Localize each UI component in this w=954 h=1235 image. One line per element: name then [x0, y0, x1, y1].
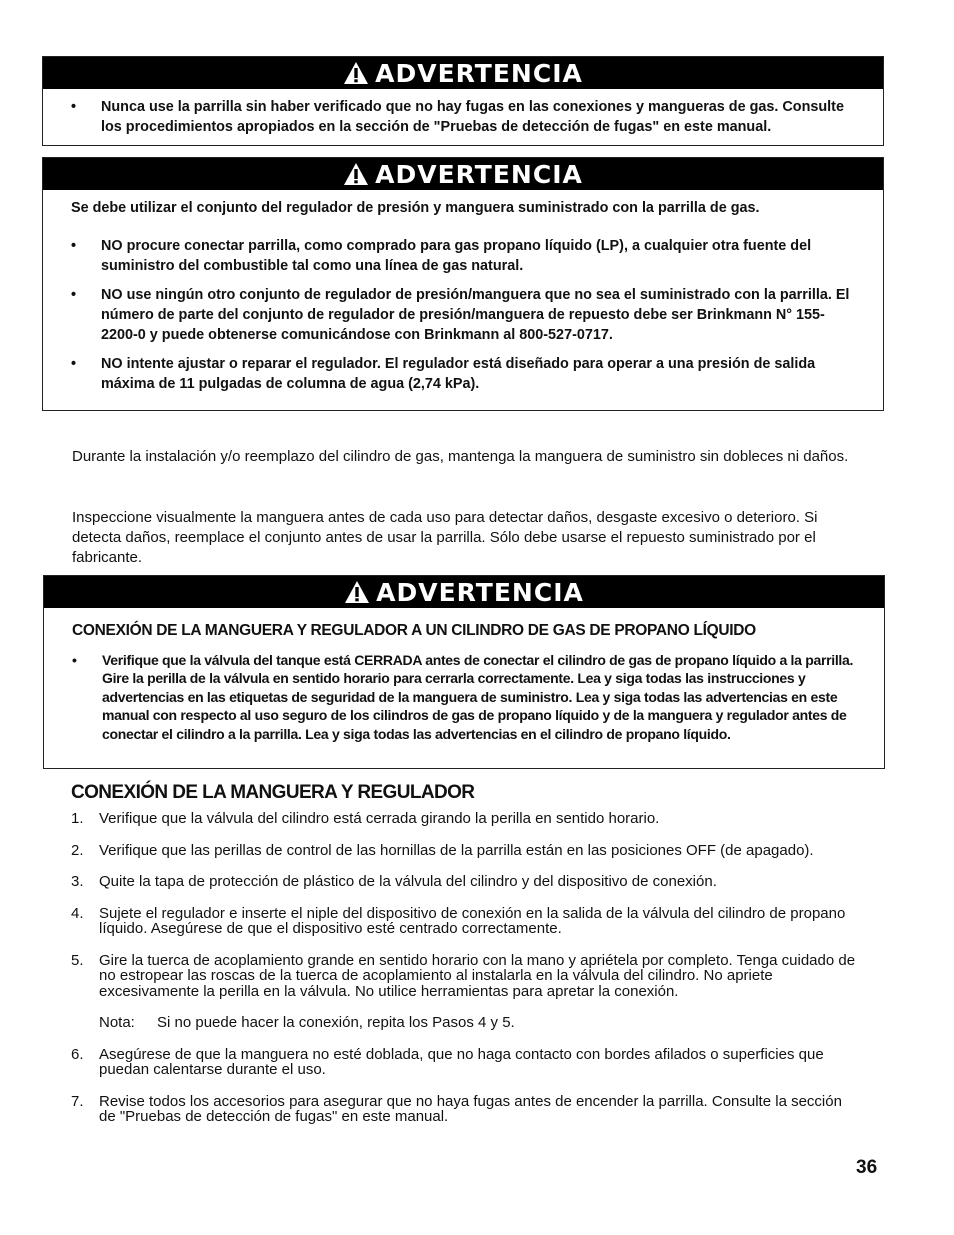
bullet-text: NO intente ajustar o reparar el regulador. El regulador está diseñado para operar a una presión de salida máxima de 11 pulgadas de columna de agua (2,74 kPa). [101, 356, 816, 392]
bullet-dot: • [71, 99, 77, 115]
step-number: 7. [71, 1092, 84, 1110]
bullet-dot: • [71, 238, 77, 254]
step-text: Asegúrese de que la manguera no esté doblada, que no haga contacto con bordes afilados o superficies que puedan calentarse durante el uso. [99, 1045, 824, 1078]
bullet-item [71, 97, 855, 137]
warning-triangle-icon [344, 580, 370, 604]
bullet-dot: • [71, 287, 77, 303]
bullet-item [72, 651, 856, 744]
bullet-dot: • [72, 651, 77, 668]
step-item [71, 1047, 861, 1078]
warning-body [43, 190, 883, 412]
step-number: 3. [71, 873, 84, 890]
step-number: 5. [71, 951, 84, 969]
step-note [99, 1015, 861, 1031]
step-number: 1. [71, 810, 84, 827]
warning-box-1 [42, 56, 884, 146]
step-item [71, 811, 861, 827]
warning-triangle-icon [343, 61, 369, 85]
steps-list [71, 811, 861, 1141]
bullet-item [71, 285, 855, 345]
bullet-item [71, 236, 855, 276]
step-text: Verifique que la válvula del cilindro está cerrada girando la perilla en sentido horario. [99, 810, 660, 827]
warning-body [43, 89, 883, 155]
bullet-dot: • [71, 356, 77, 372]
warning-header [43, 57, 883, 89]
bullet-text: NO use ningún otro conjunto de regulador de presión/manguera que no sea el suministrado con la parrilla. El número de parte del conjunto de regulador de presión/manguera de repuesto debe ser Brinkmann N° 155-2200-0 y puede obtenerse comunicándose con Brinkmann al 800-527-0717. [101, 287, 850, 343]
page-number: 36 [856, 1157, 878, 1178]
step-number: 4. [71, 904, 84, 922]
warning-title: ADVERTENCIA [375, 58, 583, 88]
warning-box-2 [42, 157, 884, 411]
step-item [71, 843, 861, 859]
step-item [71, 906, 861, 937]
warning-triangle-icon [343, 162, 369, 186]
step-item [71, 953, 861, 1000]
warning-title: ADVERTENCIA [376, 577, 584, 607]
warning-subheading: CONEXIÓN DE LA MANGUERA Y REGULADOR A UN CILINDRO DE GAS DE PROPANO LÍQUIDO [72, 622, 756, 639]
warning-body [44, 608, 884, 762]
warning-box-3 [43, 575, 885, 769]
step-number: 2. [71, 841, 84, 859]
section-title: CONEXIÓN DE LA MANGUERA Y REGULADOR [71, 782, 475, 803]
bullet-text: Nunca use la parrilla sin haber verificado que no hay fugas en las conexiones y mangueras de gas. Consulte los procedimientos apropiados en la sección de "Pruebas de detección de fugas" en este manual. [101, 99, 844, 135]
step-item [71, 874, 861, 890]
step-text: Gire la tuerca de acoplamiento grande en sentido horario con la mano y apriétela por completo. Tenga cuidado de no estropear las roscas de la tuerca de acoplamiento al instalarla en la válvula del cilindro. No apriete excesivamente la perilla en la válvula. No utilice herramientas para apretar la conexión. [99, 951, 856, 1000]
bullet-text: Verifique que la válvula del tanque está CERRADA antes de conectar el cilindro de gas de propano líquido a la parrilla. Gire la perilla de la válvula en sentido horario para cerrarla correctamente. Lea y siga todas las instrucciones y advertencias en las etiquetas de seguridad de la manguera de suministro. Lea y siga todas las advertencias en este manual con respecto al uso seguro de los cilindros de gas de propano líquido y de la manguera y regulador antes de conectar el cilindro a la parrilla. Lea y siga todas las advertencias en el cilindro de propano líquido. [102, 651, 854, 742]
note-label: Nota: [99, 1014, 135, 1031]
step-text: Quite la tapa de protección de plástico de la válvula del cilindro y del dispositivo de conexión. [99, 873, 717, 890]
warning-header [44, 576, 884, 608]
paragraph-hose-inspect: Inspeccione visualmente la manguera antes de cada uso para detectar daños, desgaste excesivo o deterioro. Si detecta daños, reemplace el conjunto antes de usar la parrilla. Sólo debe usarse el repuesto suministrado por el fabricante. [72, 509, 818, 566]
bullet-text: NO procure conectar parrilla, como comprado para gas propano líquido (LP), a cualquier otra fuente del suministro del combustible tal como una línea de gas natural. [101, 238, 812, 274]
step-item [71, 1094, 861, 1125]
step-text: Sujete el regulador e inserte el niple del dispositivo de conexión en la salida de la válvula del cilindro de propano líquido. Asegúrese de que el dispositivo esté centrado correctamente. [99, 904, 846, 937]
warning-header [43, 158, 883, 190]
step-text: Verifique que las perillas de control de las hornillas de la parrilla están en las posiciones OFF (de apagado). [99, 841, 814, 859]
step-text: Revise todos los accesorios para asegurar que no haya fugas antes de encender la parrilla. Consulte la sección de "Pruebas de detección de fugas" en este manual. [99, 1092, 842, 1125]
warning-intro: Se debe utilizar el conjunto del regulador de presión y manguera suministrado con la parrilla de gas. [71, 200, 760, 216]
bullet-item [71, 354, 855, 394]
warning-title: ADVERTENCIA [375, 159, 583, 189]
note-text: Si no puede hacer la conexión, repita los Pasos 4 y 5. [157, 1014, 515, 1031]
step-number: 6. [71, 1045, 84, 1063]
paragraph-hose-install: Durante la instalación y/o reemplazo del cilindro de gas, mantenga la manguera de suministro sin dobleces ni daños. [72, 448, 849, 465]
